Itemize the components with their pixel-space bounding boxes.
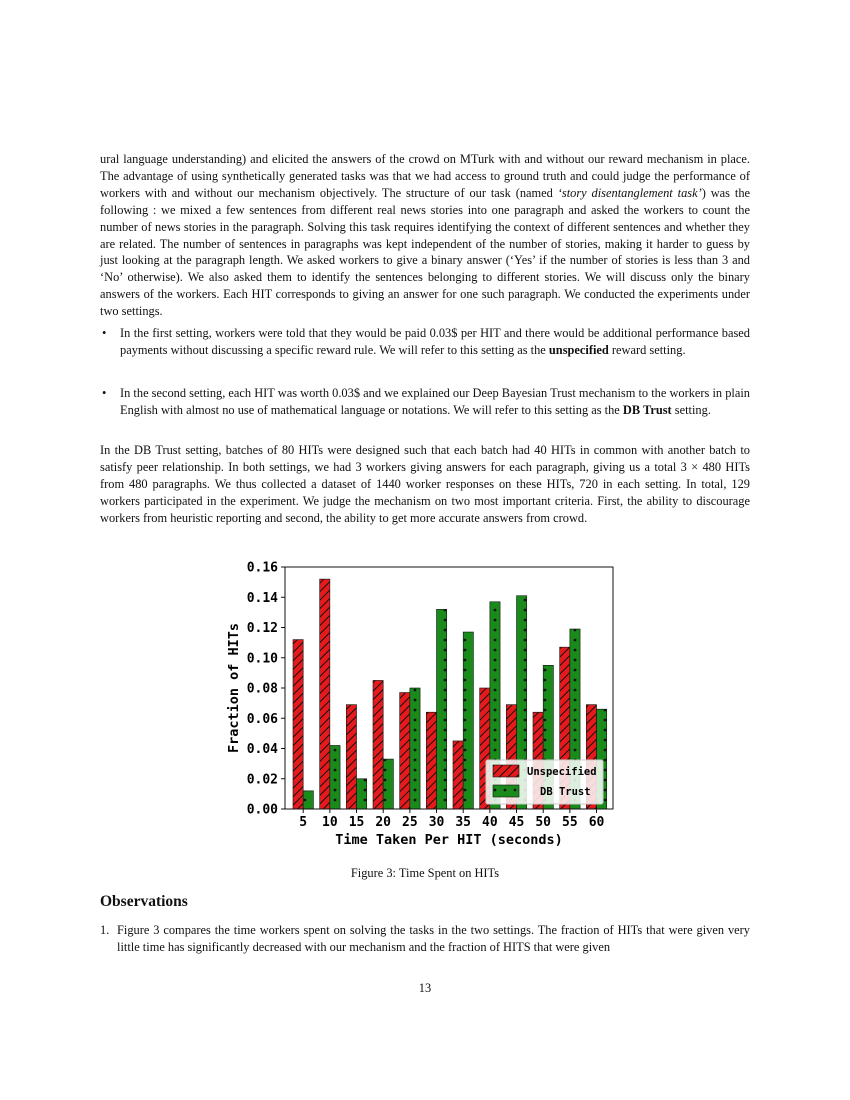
y-axis-label: Fraction of HITs	[226, 622, 242, 754]
observation-number: 1.	[100, 923, 110, 937]
y-tick-label: 0.04	[246, 742, 278, 757]
x-tick-label: 55	[562, 815, 578, 830]
bar-unspecified-20	[373, 680, 383, 809]
db-trust-paragraph	[100, 442, 750, 527]
legend-label-unspecified: Unspecified	[527, 766, 597, 778]
page-number: 13	[418, 981, 432, 995]
x-tick-label: 40	[482, 815, 498, 830]
bar-unspecified-25	[400, 693, 410, 809]
bar-db-trust-15	[357, 779, 367, 809]
x-tick-label: 15	[348, 815, 365, 830]
y-tick-label: 0.14	[246, 590, 278, 606]
intro-text-1: ural language understanding) and elicited the answers of the crowd on MTurk with and without our reward mechanism in place. The advantage of using synthetically generated tasks was that we had access to ground truth and could judge the performance of workers with and without our mechanism objectively. The structure of our task (named	[100, 152, 750, 200]
bullet-list-2	[100, 385, 750, 419]
x-tick-label: 45	[508, 815, 525, 830]
bullet-text: In the second setting, each HIT was worth 0.03$ and we explained our Deep Bayesian Trust mechanism to the workers in plain English with almost no use of mathematical language or notations. We will refer to this setting as the	[120, 386, 750, 417]
bullet-bold-term: DB Trust	[622, 402, 672, 417]
chart-legend	[486, 760, 603, 804]
x-tick-label: 50	[535, 815, 552, 830]
bullet-bold-term: unspecified	[548, 342, 609, 357]
x-tick-label: 10	[322, 815, 338, 830]
legend-swatch-db-trust	[493, 785, 519, 797]
y-tick-label: 0.02	[246, 772, 278, 788]
bar-db-trust-25	[410, 688, 420, 809]
time-spent-chart	[220, 555, 630, 855]
bar-unspecified-15	[346, 705, 356, 809]
bullet-list-1	[100, 325, 750, 359]
observations-list	[100, 922, 750, 956]
y-tick-label: 0.06	[246, 711, 278, 727]
bar-unspecified-30	[426, 712, 436, 809]
bullet-tail: reward setting.	[608, 342, 686, 357]
bar-unspecified-5	[293, 640, 303, 809]
x-tick-label: 25	[402, 815, 418, 830]
bar-unspecified-10	[320, 579, 330, 809]
bullet-marker: •	[102, 326, 107, 340]
y-tick-label: 0.16	[246, 560, 278, 576]
bullet-marker: •	[102, 386, 107, 400]
y-tick-label: 0.00	[246, 802, 278, 818]
x-tick-label: 35	[455, 815, 472, 830]
bar-db-trust-20	[383, 759, 393, 809]
legend-label-db-trust: DB Trust	[540, 786, 591, 798]
bar-db-trust-30	[437, 609, 447, 809]
bar-unspecified-35	[453, 741, 463, 809]
legend-swatch-unspecified	[493, 765, 519, 777]
x-tick-label: 5	[299, 815, 308, 830]
bullet-db-trust-setting	[100, 385, 750, 419]
bar-db-trust-5	[303, 791, 313, 809]
observations-heading: Observations	[100, 893, 188, 910]
x-tick-label: 30	[428, 815, 445, 830]
bullet-tail: setting.	[671, 402, 711, 417]
figure-caption: Figure 3: Time Spent on HITs	[350, 866, 500, 880]
db-trust-paragraph-text: In the DB Trust setting, batches of 80 HITs were designed such that each batch had 40 HITs in common with another batch to satisfy peer relationship. In both settings, we had 3 workers giving answers for each paragraph, giving us a total 3 × 480 HITs from 480 paragraphs. We thus collected a dataset of 1440 worker responses on these HITs, 720 in each setting. In total, 129 workers participated in the experiment. We judge the mechanism on two most important criteria. First, the ability to discourage workers from heuristic reporting and second, the ability to get more accurate answers from crowd.	[100, 443, 750, 525]
bar-db-trust-10	[330, 745, 340, 809]
intro-text-2: ) was the following : we mixed a few sentences from different real news stories into one paragraph and asked the workers to count the number of news stories in the paragraph. Solving this task requires identifying the context of different sentences and whether they are related. The number of sentences in paragraphs was kept independent of the number of stories, making it harder to guess by just looking at the paragraph length. We asked workers to give a binary answer (‘Yes’ if the number of stories is less than 3 and ‘No’ otherwise). We also asked them to identify the sentences belonging to different stories. We will discuss only the binary answers of the workers. Each HIT corresponds to giving an answer for one such paragraph. We conducted the experiments under two settings.	[100, 185, 751, 319]
bullet-text: In the first setting, workers were told that they would be paid 0.03$ per HIT and there would be additional performance based payments without discussing a specific reward rule. We will refer to this setting as the	[120, 326, 750, 357]
intro-paragraph	[100, 151, 750, 320]
bar-db-trust-35	[463, 632, 473, 809]
task-name: ‘story disentanglement task’	[557, 185, 702, 200]
x-tick-label: 60	[588, 815, 605, 830]
y-tick-label: 0.08	[246, 681, 278, 697]
y-tick-label: 0.10	[246, 651, 278, 667]
x-tick-label: 20	[375, 815, 392, 830]
y-tick-label: 0.12	[246, 621, 278, 636]
x-axis-label: Time Taken Per HIT (seconds)	[335, 832, 563, 848]
bullet-unspecified-setting	[100, 325, 750, 359]
observation-item	[100, 922, 750, 956]
observation-text: Figure 3 compares the time workers spent on solving the tasks in the two settings. The fraction of HITs that were given very little time has significantly decreased with our mechanism and the fraction of HITS that were given	[117, 923, 750, 954]
